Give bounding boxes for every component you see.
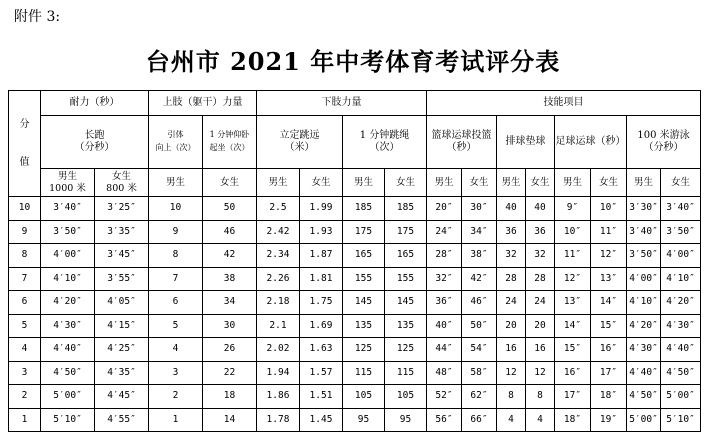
table-cell: 56″: [427, 408, 462, 432]
table-cell: 44″: [427, 338, 462, 362]
table-cell: 3′30″: [627, 197, 661, 221]
table-cell: 1.75: [300, 291, 343, 315]
table-cell: 5′10″: [661, 408, 701, 432]
table-cell: 105: [343, 385, 385, 409]
table-row: [9, 314, 701, 338]
table-cell: 4′25″: [95, 338, 149, 362]
table-cell: 4′10″: [627, 291, 661, 315]
table-row: [9, 385, 701, 409]
grade-cell: 5: [9, 314, 41, 338]
table-cell: 165: [343, 244, 385, 268]
group-endurance: 耐力（秒）: [41, 91, 149, 116]
table-cell: 24: [497, 291, 526, 315]
table-cell: 54″: [462, 338, 497, 362]
table-cell: 30″: [462, 197, 497, 221]
table-cell: 135: [343, 314, 385, 338]
table-cell: 8: [497, 385, 526, 409]
table-cell: 24: [526, 291, 555, 315]
event-rope: [343, 116, 427, 169]
gender-header-row: [9, 169, 701, 197]
table-cell: 4′40″: [661, 338, 701, 362]
table-cell: 2.5: [257, 197, 300, 221]
table-cell: 185: [343, 197, 385, 221]
table-cell: 12: [526, 361, 555, 385]
distance-label: 1000 米: [49, 182, 86, 194]
table-cell: 30: [203, 314, 257, 338]
table-cell: 1.57: [300, 361, 343, 385]
table-cell: 48″: [427, 361, 462, 385]
gender-male: 男生: [149, 169, 203, 197]
table-cell: 145: [385, 291, 427, 315]
event-run: [41, 116, 149, 169]
attachment-label: 附件 3:: [14, 9, 61, 25]
table-cell: 4′40″: [627, 361, 661, 385]
table-cell: 14: [203, 408, 257, 432]
table-cell: 3′35″: [95, 220, 149, 244]
grade-cell: 9: [9, 220, 41, 244]
table-cell: 20: [497, 314, 526, 338]
table-cell: 6: [149, 291, 203, 315]
event-pullup: [149, 116, 203, 169]
table-cell: 8: [526, 385, 555, 409]
table-cell: 42″: [462, 267, 497, 291]
table-cell: 38: [203, 267, 257, 291]
table-row: [9, 244, 701, 268]
table-cell: 1.63: [300, 338, 343, 362]
event-swim-name: 100 米游泳: [637, 129, 690, 141]
table-cell: 42: [203, 244, 257, 268]
table-cell: 3′25″: [95, 197, 149, 221]
table-cell: 40: [526, 197, 555, 221]
table-cell: 155: [385, 267, 427, 291]
gender-male: 男生: [627, 169, 661, 197]
table-cell: 4′30″: [41, 314, 95, 338]
table-cell: 175: [343, 220, 385, 244]
event-basketball-unit: （秒）: [446, 142, 477, 153]
table-cell: 105: [385, 385, 427, 409]
table-cell: 15″: [591, 314, 627, 338]
table-cell: 36: [497, 220, 526, 244]
table-cell: 10″: [591, 197, 627, 221]
table-cell: 4′35″: [95, 361, 149, 385]
table-cell: 58″: [462, 361, 497, 385]
event-basketball: [427, 116, 497, 169]
gender-male: 男生: [257, 169, 300, 197]
table-cell: 4: [526, 408, 555, 432]
grade-cell: 6: [9, 291, 41, 315]
table-cell: 2: [149, 385, 203, 409]
gender-female: 女生: [385, 169, 427, 197]
table-cell: 4′20″: [661, 291, 701, 315]
table-cell: 22: [203, 361, 257, 385]
table-cell: 9″: [555, 197, 591, 221]
table-cell: 36″: [427, 291, 462, 315]
table-cell: 34: [203, 291, 257, 315]
table-cell: 24″: [427, 220, 462, 244]
event-situp: [203, 116, 257, 169]
grade-cell: 8: [9, 244, 41, 268]
table-cell: 12″: [591, 244, 627, 268]
table-row: [9, 361, 701, 385]
table-cell: 2.34: [257, 244, 300, 268]
event-football-name: 足球运球（秒）: [555, 135, 626, 147]
table-cell: 16″: [555, 361, 591, 385]
table-cell: 5′00″: [627, 408, 661, 432]
event-long-jump: [257, 116, 343, 169]
scoring-table: [8, 90, 701, 432]
table-cell: 46″: [462, 291, 497, 315]
table-cell: 1.45: [300, 408, 343, 432]
table-cell: 13″: [591, 267, 627, 291]
event-volleyball: [497, 116, 555, 169]
table-cell: 66″: [462, 408, 497, 432]
table-cell: 18: [203, 385, 257, 409]
table-cell: 5: [149, 314, 203, 338]
table-cell: 14″: [591, 291, 627, 315]
table-cell: 17″: [591, 361, 627, 385]
table-cell: 13″: [555, 291, 591, 315]
event-run-unit: （分秒）: [74, 142, 115, 153]
table-cell: 135: [385, 314, 427, 338]
gender-male: 男生: [555, 169, 591, 197]
group-upper-body: 上肢（躯干）力量: [149, 91, 257, 116]
table-cell: 17″: [555, 385, 591, 409]
table-cell: 62″: [462, 385, 497, 409]
gender-male: 男生: [343, 169, 385, 197]
table-cell: 4′30″: [627, 338, 661, 362]
table-cell: 125: [385, 338, 427, 362]
event-situp-name: 1 分钟仰卧: [209, 130, 250, 140]
table-cell: 1.99: [300, 197, 343, 221]
table-cell: 3′45″: [95, 244, 149, 268]
table-cell: 185: [385, 197, 427, 221]
table-cell: 10: [149, 197, 203, 221]
group-skills: 技能项目: [427, 91, 701, 116]
table-cell: 16″: [591, 338, 627, 362]
table-cell: 3′50″: [661, 220, 701, 244]
table-cell: 5′00″: [41, 385, 95, 409]
gender-female: 女生: [203, 169, 257, 197]
table-cell: 16: [497, 338, 526, 362]
gender-run-male: [41, 169, 95, 197]
table-cell: 95: [343, 408, 385, 432]
table-cell: 115: [343, 361, 385, 385]
group-lower-body: 下肢力量: [257, 91, 427, 116]
table-cell: 2.26: [257, 267, 300, 291]
table-cell: 95: [385, 408, 427, 432]
table-cell: 4′10″: [41, 267, 95, 291]
table-cell: 145: [343, 291, 385, 315]
table-cell: 40″: [427, 314, 462, 338]
table-cell: 165: [385, 244, 427, 268]
table-cell: 4′30″: [661, 314, 701, 338]
gender-female: 女生: [462, 169, 497, 197]
table-cell: 19″: [591, 408, 627, 432]
table-cell: 20: [526, 314, 555, 338]
event-swim-unit: （分秒）: [643, 142, 684, 153]
table-cell: 4′10″: [661, 267, 701, 291]
table-cell: 11″: [591, 220, 627, 244]
gender-female: 女生: [591, 169, 627, 197]
grade-cell: 1: [9, 408, 41, 432]
table-cell: 3′50″: [41, 220, 95, 244]
table-cell: 5′10″: [41, 408, 95, 432]
table-cell: 28″: [427, 244, 462, 268]
table-cell: 10″: [555, 220, 591, 244]
table-cell: 12: [497, 361, 526, 385]
table-cell: 4′05″: [95, 291, 149, 315]
event-volleyball-name: 排球垫球: [505, 135, 546, 147]
table-cell: 4′20″: [627, 314, 661, 338]
table-cell: 15″: [555, 338, 591, 362]
distance-label: 800 米: [106, 182, 137, 194]
table-cell: 38″: [462, 244, 497, 268]
table-cell: 3′40″: [627, 220, 661, 244]
table-cell: 1.86: [257, 385, 300, 409]
group-header-row: [9, 91, 701, 116]
table-cell: 1.94: [257, 361, 300, 385]
table-cell: 4′00″: [41, 244, 95, 268]
gender-male: 男生: [497, 169, 526, 197]
page-title: 台州市 2021 年中考体育考试评分表: [145, 47, 561, 76]
table-cell: 2.18: [257, 291, 300, 315]
event-header-row: [9, 116, 701, 169]
table-cell: 14″: [555, 314, 591, 338]
table-cell: 52″: [427, 385, 462, 409]
table-cell: 11″: [555, 244, 591, 268]
table-cell: 50″: [462, 314, 497, 338]
grade-cell: 2: [9, 385, 41, 409]
table-cell: 4′55″: [95, 408, 149, 432]
table-cell: 175: [385, 220, 427, 244]
table-cell: 7: [149, 267, 203, 291]
table-cell: 32″: [427, 267, 462, 291]
table-cell: 115: [385, 361, 427, 385]
table-cell: 2.42: [257, 220, 300, 244]
table-cell: 4′00″: [627, 267, 661, 291]
table-cell: 32: [497, 244, 526, 268]
event-football: [555, 116, 627, 169]
table-row: [9, 197, 701, 221]
table-cell: 12″: [555, 267, 591, 291]
table-cell: 4′50″: [41, 361, 95, 385]
table-cell: 28: [497, 267, 526, 291]
gender-female: 女生: [526, 169, 555, 197]
grade-header: [9, 91, 41, 197]
table-cell: 2.1: [257, 314, 300, 338]
table-cell: 1.51: [300, 385, 343, 409]
event-basketball-name: 篮球运球投篮: [431, 129, 492, 141]
table-cell: 3: [149, 361, 203, 385]
table-cell: 3′55″: [95, 267, 149, 291]
table-cell: 9: [149, 220, 203, 244]
gender-run-female: [95, 169, 149, 197]
event-rope-unit: （次）: [369, 142, 400, 153]
event-swim: [627, 116, 701, 169]
table-cell: 1.81: [300, 267, 343, 291]
table-cell: 1.93: [300, 220, 343, 244]
table-cell: 4′20″: [41, 291, 95, 315]
table-row: [9, 291, 701, 315]
event-pullup-name: 引体: [167, 130, 184, 140]
table-cell: 4′40″: [41, 338, 95, 362]
table-cell: 3′40″: [41, 197, 95, 221]
event-run-name: 长跑: [84, 129, 105, 141]
table-cell: 46: [203, 220, 257, 244]
grade-cell: 10: [9, 197, 41, 221]
table-cell: 50: [203, 197, 257, 221]
table-cell: 155: [343, 267, 385, 291]
table-cell: 1.69: [300, 314, 343, 338]
gender-label: 男生: [57, 170, 77, 182]
table-cell: 32: [526, 244, 555, 268]
grade-cell: 7: [9, 267, 41, 291]
gender-label: 女生: [111, 170, 131, 182]
table-cell: 40: [497, 197, 526, 221]
gender-female: 女生: [661, 169, 701, 197]
event-situp-unit: 起坐（次）: [209, 143, 250, 152]
table-cell: 4: [149, 338, 203, 362]
table-cell: 8: [149, 244, 203, 268]
event-pullup-unit: 向上（次）: [155, 143, 196, 152]
table-cell: 18″: [555, 408, 591, 432]
table-cell: 4′15″: [95, 314, 149, 338]
table-cell: 36: [526, 220, 555, 244]
table-cell: 34″: [462, 220, 497, 244]
table-cell: 3′50″: [627, 244, 661, 268]
table-cell: 3′40″: [661, 197, 701, 221]
table-row: [9, 267, 701, 291]
table-cell: 4: [497, 408, 526, 432]
table-cell: 1.78: [257, 408, 300, 432]
table-cell: 16: [526, 338, 555, 362]
grade-cell: 3: [9, 361, 41, 385]
grade-cell: 4: [9, 338, 41, 362]
table-cell: 4′00″: [661, 244, 701, 268]
table-cell: 125: [343, 338, 385, 362]
gender-male: 男生: [427, 169, 462, 197]
table-cell: 4′50″: [627, 385, 661, 409]
table-cell: 18″: [591, 385, 627, 409]
grade-header-char-2: 值: [19, 157, 30, 168]
gender-female: 女生: [300, 169, 343, 197]
table-cell: 4′45″: [95, 385, 149, 409]
table-cell: 1.87: [300, 244, 343, 268]
grade-header-char-1: 分: [19, 119, 30, 130]
table-cell: 2.02: [257, 338, 300, 362]
table-cell: 26: [203, 338, 257, 362]
table-cell: 20″: [427, 197, 462, 221]
table-row: [9, 338, 701, 362]
event-rope-name: 1 分钟跳绳: [359, 129, 410, 141]
table-cell: 5′00″: [661, 385, 701, 409]
table-row: [9, 220, 701, 244]
event-long-jump-name: 立定跳远: [279, 129, 320, 141]
event-long-jump-unit: （米）: [284, 142, 315, 153]
table-row: [9, 408, 701, 432]
table-cell: 28: [526, 267, 555, 291]
table-cell: 4′50″: [661, 361, 701, 385]
table-cell: 1: [149, 408, 203, 432]
